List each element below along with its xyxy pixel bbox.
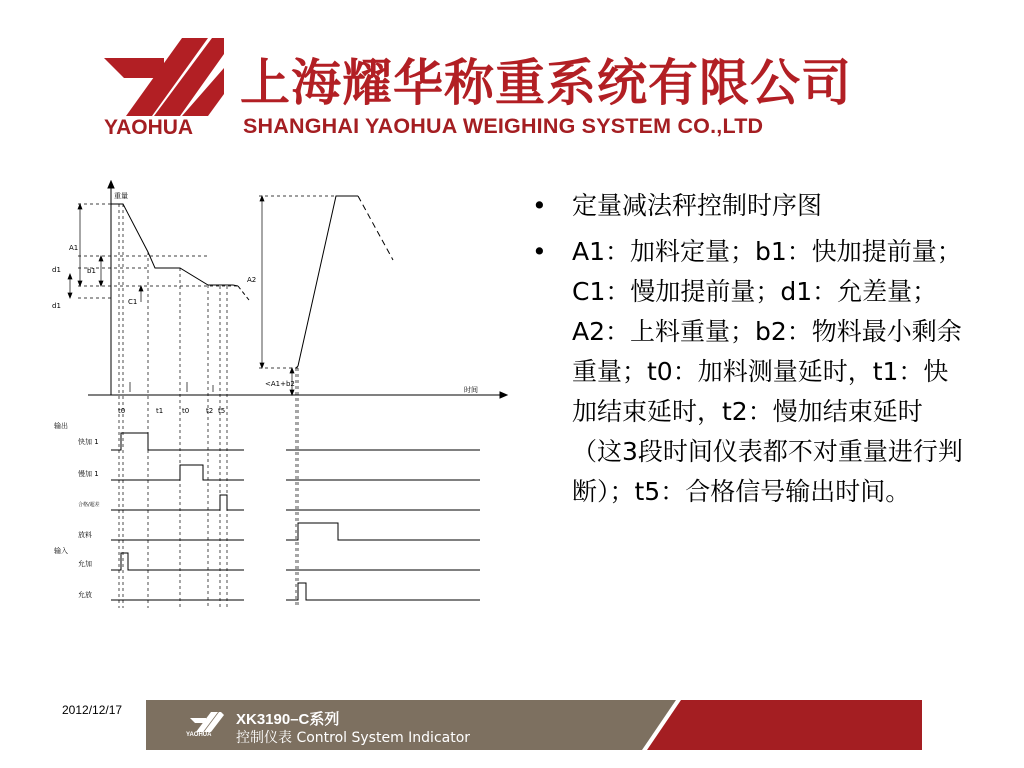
yaohua-logo-icon xyxy=(104,38,224,116)
footer-logo-icon xyxy=(190,712,226,732)
footer-model: XK3190–C系列 xyxy=(236,711,340,728)
dim-label-A1: A1 xyxy=(69,244,79,252)
time-label-t5: t5 xyxy=(218,407,226,415)
signal-pass-fail-left xyxy=(111,495,244,510)
section-output-label: 输出 xyxy=(54,422,68,430)
bullet-text-title: 定量减法秤控制时序图 xyxy=(572,191,823,220)
footer-brand-word: YAOHUA xyxy=(186,732,212,738)
time-axis-label: 时间 xyxy=(464,386,478,394)
time-axis-arrow xyxy=(500,392,507,398)
signal-fast-feed-left xyxy=(111,433,244,450)
bullet-list xyxy=(528,186,968,512)
logo-wordmark: YAOHUA xyxy=(104,116,194,139)
weight-axis-label: 重量 xyxy=(114,192,128,200)
company-name-chinese: 上海耀华称重系统有限公司 xyxy=(240,54,852,112)
signal-label-slow-feed: 慢加 1 xyxy=(78,470,99,478)
bullet-text-definitions: A1：加料定量；b1：快加提前量；C1：慢加提前量；d1：允差量；A2：上料重量；b2：物料最小剩余重量；t0：加料测量延时，t1：快加结束延时，t2：慢加结束延时（这3段时间仪表都不对重量进行判断）；t5：合格信号输出时间。 xyxy=(572,237,963,506)
weight-curve-discharge-main xyxy=(296,196,358,368)
bullet-item xyxy=(528,232,968,512)
bullet-dot-icon: • xyxy=(532,237,547,266)
signal-label-fast-feed: 快加 1 xyxy=(78,438,99,446)
dim-label-a1-b2: <A1+b2 xyxy=(265,380,295,388)
time-label-t1: t1 xyxy=(156,407,164,415)
dim-label-b1: b1 xyxy=(87,267,96,275)
slide-date: 2012/12/17 xyxy=(62,703,123,717)
footer-subtitle: 控制仪表 Control System Indicator xyxy=(236,730,471,746)
dim-label-d1-lower: d1 xyxy=(52,302,61,310)
weight-curve-fill xyxy=(111,204,238,286)
timing-diagram xyxy=(48,180,512,620)
dim-label-d1-upper: d1 xyxy=(52,266,61,274)
time-label-t2: t2 xyxy=(206,407,214,415)
header xyxy=(0,0,1024,160)
company-name-english: SHANGHAI YAOHUA WEIGHING SYSTEM CO.,LTD xyxy=(243,114,764,138)
signal-discharge-right xyxy=(286,523,480,540)
signal-allow-discharge-right xyxy=(286,583,480,600)
signal-label-allow-feed: 允加 xyxy=(78,560,92,568)
time-label-t0: t0 xyxy=(118,407,126,415)
weight-axis-arrow xyxy=(108,181,114,188)
dim-label-C1: C1 xyxy=(128,298,138,306)
bullet-item xyxy=(528,186,968,226)
time-label-t0-second: t0 xyxy=(182,407,190,415)
weight-curve-discharge-tail xyxy=(358,196,393,260)
signal-label-pass-fail: 合格/超差 xyxy=(78,502,100,508)
signal-slow-feed-left xyxy=(111,465,244,480)
signal-allow-feed-left xyxy=(111,553,244,570)
weight-curve-fill-tail xyxy=(238,286,249,300)
dim-label-A2: A2 xyxy=(247,276,257,284)
section-input-label: 输入 xyxy=(54,547,68,555)
signal-label-allow-discharge: 允放 xyxy=(78,591,92,599)
signal-label-discharge: 放料 xyxy=(78,531,92,539)
bullet-dot-icon: • xyxy=(532,191,547,220)
